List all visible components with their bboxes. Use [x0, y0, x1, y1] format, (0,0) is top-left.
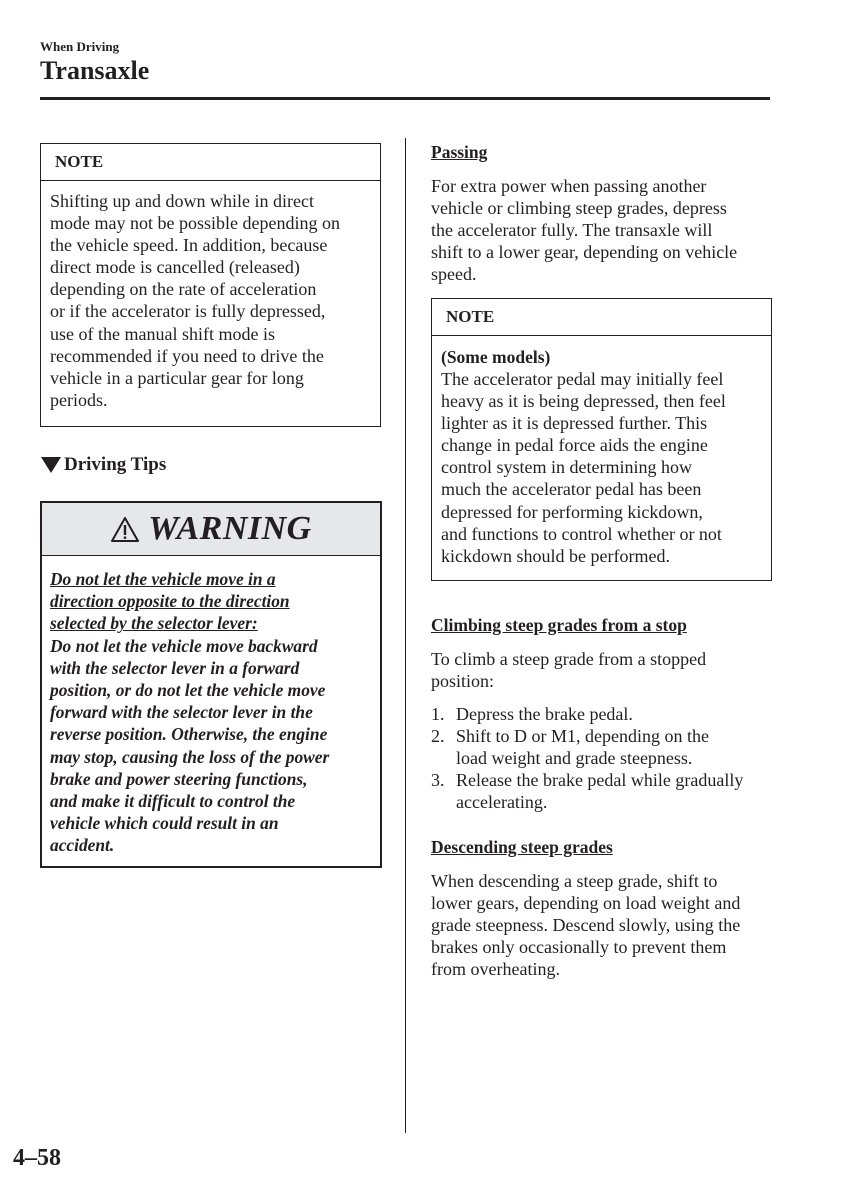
- warning-line: with the selector lever in a forward: [50, 657, 300, 678]
- note-line: the vehicle speed. In addition, because: [50, 235, 328, 256]
- list-item: [431, 769, 776, 813]
- note-line: periods.: [50, 389, 108, 410]
- warning-line: reverse position. Otherwise, the engine: [50, 724, 328, 745]
- note-line: Shifting up and down while in direct: [50, 191, 314, 211]
- passing-line: shift to a lower gear, depending on vehicle: [431, 242, 738, 263]
- note-line: and functions to control whether or not: [441, 523, 722, 544]
- step-line: load weight and grade steepness.: [456, 748, 693, 769]
- descending-text: [431, 870, 776, 980]
- note-line: The accelerator pedal may initially feel: [441, 369, 724, 389]
- warning-line-underlined: selected by the selector lever:: [50, 613, 258, 634]
- warning-title: WARNING: [148, 510, 312, 547]
- warning-triangle-icon: [110, 516, 140, 543]
- note-line: heavy as it is being depressed, then feel: [441, 391, 726, 412]
- climbing-steps-list: [431, 703, 776, 813]
- page-title: Transaxle: [40, 56, 150, 85]
- passing-line: For extra power when passing another: [431, 176, 707, 196]
- descending-heading: Descending steep grades: [431, 837, 613, 857]
- note-line: recommended if you need to drive the: [50, 345, 324, 366]
- section-label: When Driving: [40, 39, 120, 54]
- warning-line: Do not let the vehicle move backward: [50, 635, 318, 656]
- note-line: much the accelerator pedal has been: [441, 479, 702, 500]
- note-line: or if the accelerator is fully depressed,: [50, 301, 326, 322]
- triangle-down-icon: [41, 457, 61, 473]
- warning-line: vehicle which could result in an: [50, 813, 279, 834]
- warning-line: forward with the selector lever in the: [50, 702, 313, 723]
- warning-line: may stop, causing the loss of the power: [50, 746, 330, 767]
- passing-text: [431, 175, 776, 285]
- passing-line: vehicle or climbing steep grades, depress: [431, 198, 727, 219]
- warning-line-underlined: direction opposite to the direction: [50, 591, 290, 612]
- note-line: control system in determining how: [441, 457, 692, 478]
- step-line: Shift to D or M1, depending on the: [456, 726, 709, 747]
- warning-line: accident.: [50, 835, 115, 856]
- note-line: depending on the rate of acceleration: [50, 279, 317, 300]
- climbing-intro: [431, 648, 776, 692]
- list-item: [431, 703, 776, 725]
- step-number: 2.: [431, 726, 445, 747]
- page-number: 4–58: [13, 1145, 61, 1171]
- passing-line: the accelerator fully. The transaxle will: [431, 220, 713, 241]
- note-body: [432, 336, 771, 567]
- note-models: (Some models): [441, 347, 551, 367]
- climbing-heading: Climbing steep grades from a stop: [431, 615, 687, 635]
- warning-line: brake and power steering functions,: [50, 768, 308, 789]
- descending-line: lower gears, depending on load weight and: [431, 893, 741, 914]
- column-divider: [405, 138, 406, 1133]
- note-label: NOTE: [432, 299, 771, 336]
- warning-box: [40, 501, 382, 868]
- note-box-right: [431, 298, 772, 581]
- header-rule: [40, 97, 770, 100]
- warning-line: and make it difficult to control the: [50, 791, 296, 812]
- note-box-left: [40, 143, 381, 427]
- warning-line-underlined: Do not let the vehicle move in a: [50, 569, 276, 589]
- note-body: [41, 181, 380, 411]
- descending-line: brakes only occasionally to prevent them: [431, 937, 727, 958]
- note-line: use of the manual shift mode is: [50, 323, 275, 344]
- driving-tips-heading: [41, 454, 166, 476]
- note-line: change in pedal force aids the engine: [441, 435, 708, 456]
- step-number: 3.: [431, 770, 445, 791]
- warning-line: position, or do not let the vehicle move: [50, 680, 326, 701]
- note-line: kickdown should be performed.: [441, 545, 670, 566]
- descending-line: grade steepness. Descend slowly, using the: [431, 915, 741, 936]
- warning-header: [42, 503, 380, 556]
- step-line: accelerating.: [456, 792, 548, 813]
- list-item: [431, 725, 776, 769]
- note-label: NOTE: [41, 144, 380, 181]
- note-line: mode may not be possible depending on: [50, 213, 340, 234]
- descending-line: from overheating.: [431, 959, 560, 980]
- note-line: direct mode is cancelled (released): [50, 257, 300, 278]
- note-line: depressed for performing kickdown,: [441, 501, 703, 522]
- descending-line: When descending a steep grade, shift to: [431, 871, 718, 891]
- step-number: 1.: [431, 704, 445, 724]
- climbing-line: To climb a steep grade from a stopped: [431, 649, 707, 669]
- step-line: Depress the brake pedal.: [456, 704, 633, 724]
- note-line: lighter as it is depressed further. This: [441, 413, 708, 434]
- warning-body: [42, 556, 380, 857]
- note-line: vehicle in a particular gear for long: [50, 367, 304, 388]
- passing-line: speed.: [431, 264, 477, 285]
- passing-heading: Passing: [431, 142, 488, 162]
- climbing-line: position:: [431, 671, 495, 692]
- driving-tips-label: Driving Tips: [64, 454, 167, 475]
- step-line: Release the brake pedal while gradually: [456, 770, 744, 791]
